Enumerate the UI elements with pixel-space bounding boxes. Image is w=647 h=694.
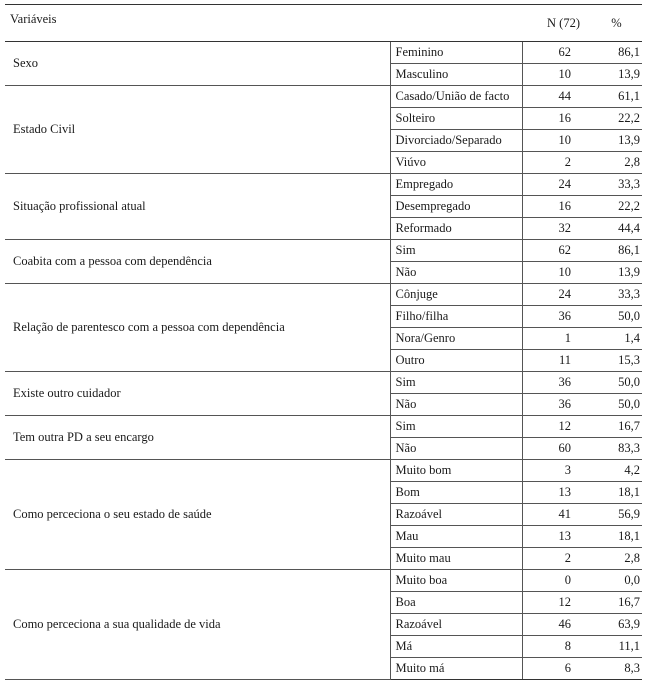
percent-cell: 1,4 xyxy=(587,328,642,350)
percent-cell: 11,1 xyxy=(587,636,642,658)
variable-label: Como perceciona o seu estado de saúde xyxy=(5,460,390,570)
percent-cell: 15,3 xyxy=(587,350,642,372)
category-cell: Mau xyxy=(390,526,522,548)
header-n: N (72) xyxy=(522,5,587,42)
percent-cell: 13,9 xyxy=(587,262,642,284)
table-row xyxy=(5,372,642,394)
count-cell: 10 xyxy=(522,262,587,284)
table-header xyxy=(5,5,642,42)
percent-cell: 63,9 xyxy=(587,614,642,636)
category-cell: Cônjuge xyxy=(390,284,522,306)
count-cell: 13 xyxy=(522,482,587,504)
percent-cell: 50,0 xyxy=(587,306,642,328)
table-row xyxy=(5,240,642,262)
percent-cell: 13,9 xyxy=(587,64,642,86)
header-pct: % xyxy=(587,5,642,42)
category-cell: Masculino xyxy=(390,64,522,86)
header-row xyxy=(5,5,642,42)
table-row xyxy=(5,86,642,108)
count-cell: 60 xyxy=(522,438,587,460)
count-cell: 24 xyxy=(522,284,587,306)
category-cell: Feminino xyxy=(390,42,522,64)
variable-label: Coabita com a pessoa com dependência xyxy=(5,240,390,284)
header-category xyxy=(390,5,522,42)
category-cell: Má xyxy=(390,636,522,658)
category-cell: Outro xyxy=(390,350,522,372)
table-row xyxy=(5,570,642,592)
category-cell: Solteiro xyxy=(390,108,522,130)
category-cell: Não xyxy=(390,262,522,284)
category-cell: Bom xyxy=(390,482,522,504)
percent-cell: 22,2 xyxy=(587,108,642,130)
percent-cell: 18,1 xyxy=(587,526,642,548)
category-cell: Empregado xyxy=(390,174,522,196)
table-row xyxy=(5,460,642,482)
category-cell: Não xyxy=(390,394,522,416)
percent-cell: 4,2 xyxy=(587,460,642,482)
header-variables: Variáveis xyxy=(5,5,390,42)
percent-cell: 44,4 xyxy=(587,218,642,240)
table-row xyxy=(5,174,642,196)
category-cell: Sim xyxy=(390,240,522,262)
category-cell: Muito mau xyxy=(390,548,522,570)
percent-cell: 50,0 xyxy=(587,394,642,416)
category-cell: Não xyxy=(390,438,522,460)
category-cell: Nora/Genro xyxy=(390,328,522,350)
percent-cell: 16,7 xyxy=(587,416,642,438)
variable-label: Como perceciona a sua qualidade de vida xyxy=(5,570,390,680)
category-cell: Sim xyxy=(390,372,522,394)
category-cell: Muito boa xyxy=(390,570,522,592)
count-cell: 36 xyxy=(522,372,587,394)
count-cell: 16 xyxy=(522,196,587,218)
percent-cell: 33,3 xyxy=(587,174,642,196)
count-cell: 32 xyxy=(522,218,587,240)
percent-cell: 86,1 xyxy=(587,240,642,262)
count-cell: 62 xyxy=(522,42,587,64)
count-cell: 44 xyxy=(522,86,587,108)
variable-label: Tem outra PD a seu encargo xyxy=(5,416,390,460)
percent-cell: 18,1 xyxy=(587,482,642,504)
table-row xyxy=(5,284,642,306)
count-cell: 10 xyxy=(522,130,587,152)
category-cell: Boa xyxy=(390,592,522,614)
category-cell: Reformado xyxy=(390,218,522,240)
table-body xyxy=(5,42,642,680)
count-cell: 36 xyxy=(522,394,587,416)
percent-cell: 86,1 xyxy=(587,42,642,64)
variable-label: Estado Civil xyxy=(5,86,390,174)
count-cell: 12 xyxy=(522,416,587,438)
count-cell: 16 xyxy=(522,108,587,130)
percent-cell: 2,8 xyxy=(587,152,642,174)
table-row xyxy=(5,42,642,64)
variable-label: Existe outro cuidador xyxy=(5,372,390,416)
count-cell: 8 xyxy=(522,636,587,658)
variable-label: Situação profissional atual xyxy=(5,174,390,240)
count-cell: 6 xyxy=(522,658,587,680)
count-cell: 3 xyxy=(522,460,587,482)
count-cell: 2 xyxy=(522,152,587,174)
count-cell: 2 xyxy=(522,548,587,570)
count-cell: 46 xyxy=(522,614,587,636)
count-cell: 13 xyxy=(522,526,587,548)
table-row xyxy=(5,416,642,438)
percent-cell: 56,9 xyxy=(587,504,642,526)
count-cell: 24 xyxy=(522,174,587,196)
percent-cell: 61,1 xyxy=(587,86,642,108)
category-cell: Desempregado xyxy=(390,196,522,218)
percent-cell: 22,2 xyxy=(587,196,642,218)
count-cell: 10 xyxy=(522,64,587,86)
percent-cell: 50,0 xyxy=(587,372,642,394)
percent-cell: 2,8 xyxy=(587,548,642,570)
variable-label: Relação de parentesco com a pessoa com dependência xyxy=(5,284,390,372)
category-cell: Casado/União de facto xyxy=(390,86,522,108)
category-cell: Divorciado/Separado xyxy=(390,130,522,152)
percent-cell: 0,0 xyxy=(587,570,642,592)
count-cell: 41 xyxy=(522,504,587,526)
sociodemographic-table xyxy=(5,4,642,680)
category-cell: Muito má xyxy=(390,658,522,680)
percent-cell: 13,9 xyxy=(587,130,642,152)
percent-cell: 16,7 xyxy=(587,592,642,614)
category-cell: Viúvo xyxy=(390,152,522,174)
percent-cell: 8,3 xyxy=(587,658,642,680)
count-cell: 36 xyxy=(522,306,587,328)
count-cell: 1 xyxy=(522,328,587,350)
count-cell: 12 xyxy=(522,592,587,614)
category-cell: Razoável xyxy=(390,504,522,526)
category-cell: Razoável xyxy=(390,614,522,636)
count-cell: 11 xyxy=(522,350,587,372)
percent-cell: 83,3 xyxy=(587,438,642,460)
percent-cell: 33,3 xyxy=(587,284,642,306)
category-cell: Sim xyxy=(390,416,522,438)
category-cell: Muito bom xyxy=(390,460,522,482)
variable-label: Sexo xyxy=(5,42,390,86)
count-cell: 0 xyxy=(522,570,587,592)
count-cell: 62 xyxy=(522,240,587,262)
category-cell: Filho/filha xyxy=(390,306,522,328)
